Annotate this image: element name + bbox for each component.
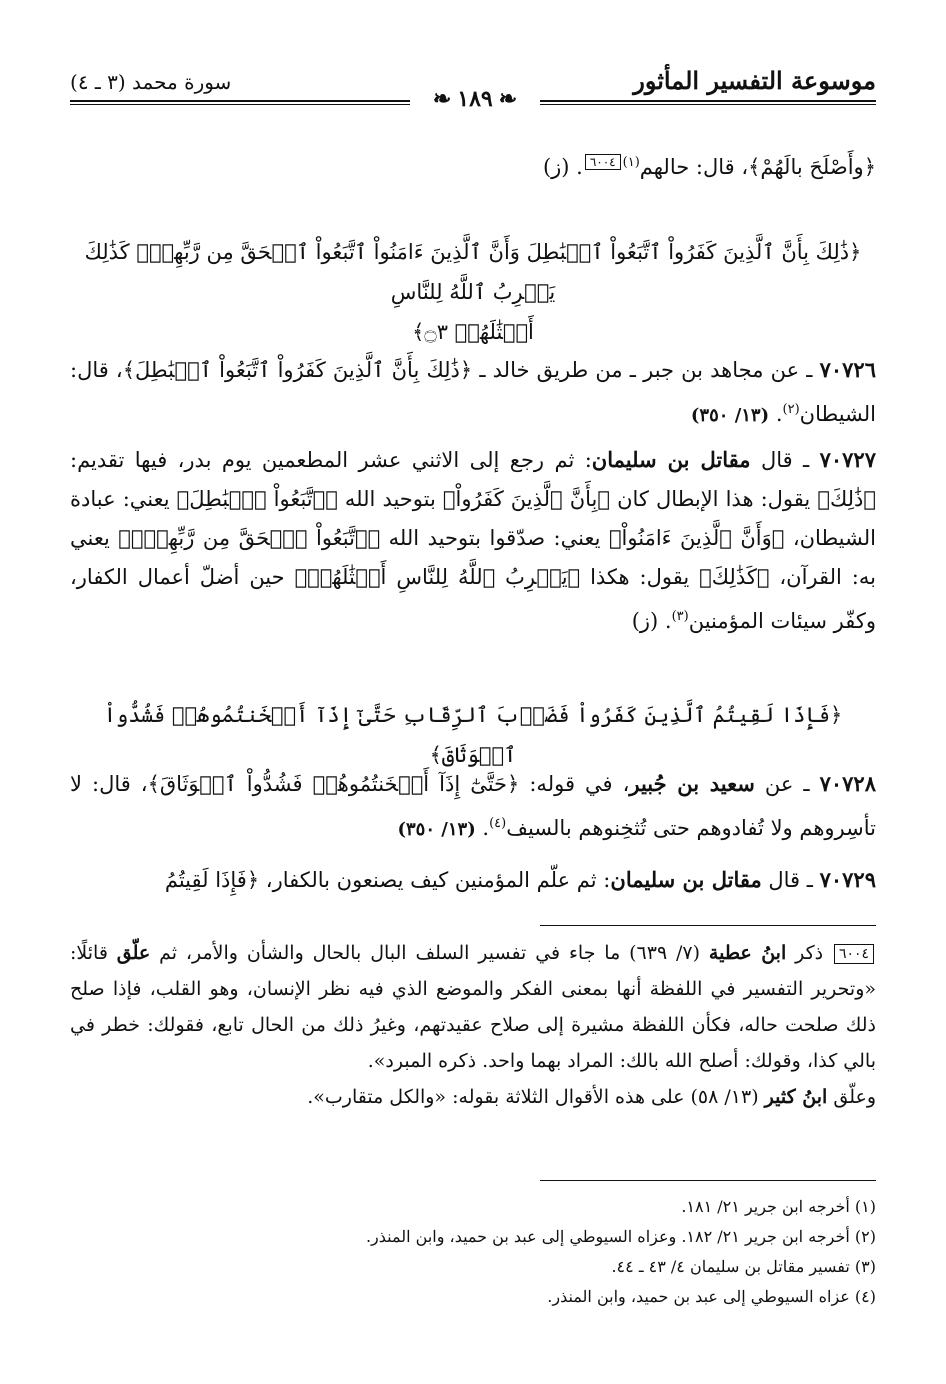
commentary-block: ٦٠٠٤ ذكر ابنُ عطية (٧/ ٦٣٩) ما جاء في تفسير السلف البال بالحال والشأن والأمر، ثم علّق قائلًا: «وتحرير التفسير في اللفظة أنها بمعنى الفكر والموضع الذي فيه نظر الإنسان، وهو القلب، فإذا صلح ذلك صلحت حاله، فكأن اللفظة مشيرة إلى صلاح عقيدتهم، وغيرُ ذلك من الحال تابع، فقولك: خطر في بالي كذا، وقولك: أصلح الله بالك: المراد بهما واحد. ذكره المبرد». وعلّق ابنُ كثير (١٣/ ٥٨) على هذه الأقوال الثلاثة بقوله: «والكل متقارب». [70,942,876,1108]
commentary-ref: ٦٠٠٤ [834,944,874,964]
narration-70727: ٧٠٧٢٧ ـ قال مقاتل بن سليمان: ثم رجع إلى الاثني عشر المطعمين يوم بدر، فيها تقديم: ﴿ذَٰلِكَ﴾ يقول: هذا الإبطال كان ﴿بِأَنَّ ٱلَّذِينَ كَفَرُواْ﴾ بتوحيد الله ﴿ٱتَّبَعُواْ ٱلۡبَٰطِلَ﴾ يعني: عبادة الشيطان، ﴿وَأَنَّ ٱلَّذِينَ ءَامَنُواْ﴾ يعني: صدّقوا بتوحيد الله ﴿ٱتَّبَعُواْ ٱلۡحَقَّ مِن رَّبِّهِمۡۚ﴾ يعني به: القرآن، ﴿كَذَٰلِكَ﴾ يقول: هكذا ﴿يَضۡرِبُ ٱللَّهُ لِلنَّاسِ أَمۡثَٰلَهُمۡ﴾ حين أضلّ أعمال الكفار، وكفّر سيئات المؤمنين$^{(٣)}$. (ز) [70,447,876,633]
volume-ref: (١٣/ ٣٥٠) [397,819,476,840]
quran-verse-1: ﴿ذَٰلِكَ بِأَنَّ ٱلَّذِينَ كَفَرُواْ ٱتَّبَعُواْ ٱلۡبَٰطِلَ وَأَنَّ ٱلَّذِينَ ءَامَنُواْ ٱتَّبَعُواْ ٱلۡحَقَّ مِن رَّبِّهِمۡۚ كَذَٰلِكَ يَضۡرِبُ ٱللَّهُ لِلنَّاسِ أَمۡثَٰلَهُمۡ ۝٣﴾ [84,240,862,344]
footnote-3: (٣) تفسير مقاتل بن سليمان ٤/ ٤٣ ـ ٤٤. [611,1257,876,1276]
narration-number: ٧٠٧٢٩ [819,867,876,892]
book-title: موسوعة التفسير المأثور [633,66,876,95]
commentary-ref: ٦٠٠٤ [585,154,621,170]
narration-70728: ٧٠٧٢٨ ـ عن سعيد بن جُبير، في قوله: ﴿حَتَّىٰٓ إِذَآ أَثۡخَنتُمُوهُمۡ فَشُدُّواْ ٱلۡوَثَاقَ﴾، قال: لا تأسِروهم ولا تُفادوهم حتى تُثخِنوهم بالسيف$^{(٤)}$. (١٣/ ٣٥٠) [70,771,876,840]
footnote-2: (٢) أخرجه ابن جرير ٢١/ ١٨٢. وعزاه السيوطي إلى عبد بن حميد، وابن المنذر. [365,1227,876,1246]
intro-line: ﴿وأَصْلَحَ بالَهُمْ﴾، قال: حالهم$^{(١)}$٦٠٠٤. (ز) [542,155,876,179]
narration-number: ٧٠٧٢٦ [819,357,876,382]
narration-number: ٧٠٧٢٨ [819,771,876,796]
page-header [70,60,876,110]
narration-number: ٧٠٧٢٧ [819,447,876,472]
page-number: ❧ ١٨٩ ❧ [410,86,540,112]
footnote-4: (٤) عزاه السيوطي إلى عبد بن حميد، وابن المنذر. [547,1287,876,1306]
footnote-separator [540,1180,876,1181]
narration-70729: ٧٠٧٢٩ ـ قال مقاتل بن سليمان: ثم علّم المؤمنين كيف يصنعون بالكفار، ﴿فَإِذَا لَقِيتُمُ [164,867,876,892]
surah-title: سورة محمد (٣ ـ ٤) [70,70,232,94]
narrator-name: مقاتل بن سليمان [591,447,751,472]
narration-70726: ٧٠٧٢٦ ـ عن مجاهد بن جبر ـ من طريق خالد ـ ﴿ذَٰلِكَ بِأَنَّ ٱلَّذِينَ كَفَرُواْ ٱتَّبَعُواْ ٱلۡبَٰطِلَ﴾، قال: الشيطان$^{(٢)}$. (١٣/ ٣٥٠) [70,357,876,426]
footnotes [70,1192,876,1312]
narrator-name: مقاتل بن سليمان [610,867,762,892]
volume-ref: (١٣/ ٣٥٠) [690,405,770,426]
footnote-1: (١) أخرجه ابن جرير ٢١/ ١٨١. [681,1197,876,1216]
quran-verse-2: ﴿فَإِذَا لَقِيتُمُ ٱلَّذِينَ كَفَرُواْ فَضَرۡبَ ٱلرِّقَابِ حَتَّىٰٓ إِذَآ أَثۡخَنتُمُوهُمۡ فَشُدُّواْ ٱلۡوَثَاقَ﴾ [103,703,843,767]
narrator-name: سعيد بن جُبير [629,771,755,796]
commentary-separator [540,925,876,926]
